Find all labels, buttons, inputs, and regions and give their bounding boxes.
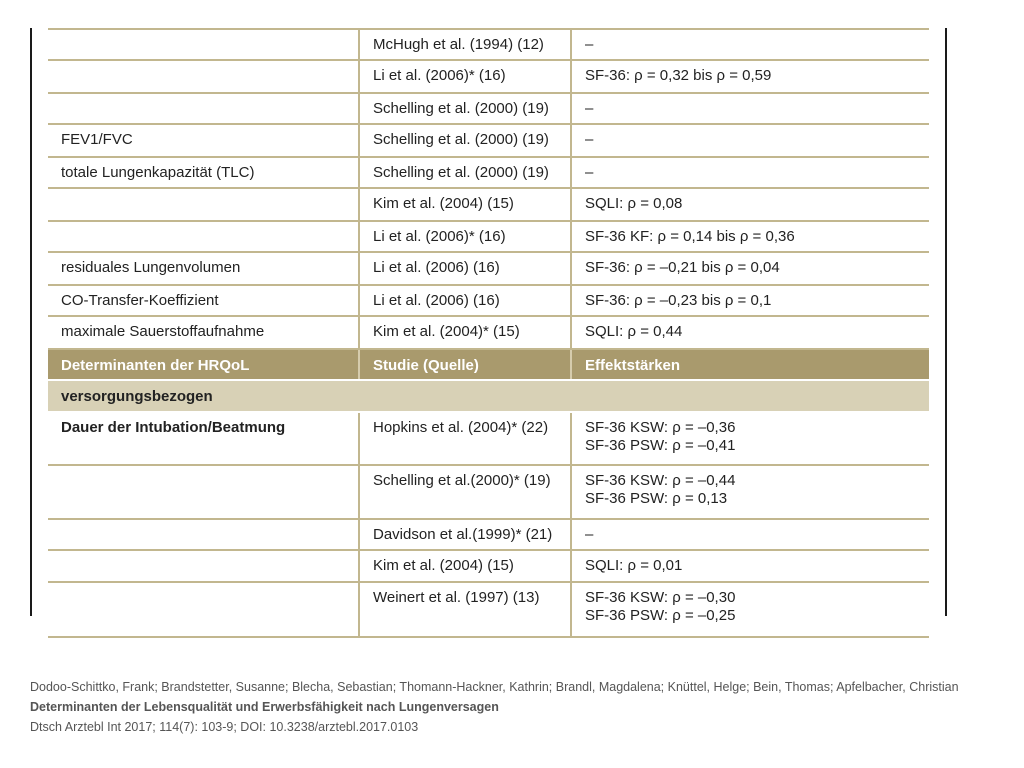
effect-size-line: SF-36 PSW: ρ = –0,25 — [585, 607, 736, 624]
study-cell: Schelling et al. (2000) (19) — [358, 94, 584, 123]
determinant-cell: totale Lungenkapazität (TLC) — [61, 164, 255, 181]
citation-authors: Dodoo-Schittko, Frank; Brandstetter, Susanne; Blecha, Sebastian; Thomann-Hackner, Kathrin; Brandl, Magdalena; Knüttel, Helge; Bein, Thomas; Apfelbacher, Christian — [30, 680, 959, 694]
header-determinants: Determinanten der HRQoL — [61, 357, 250, 374]
study-cell: Li et al. (2006)* (16) — [358, 222, 584, 251]
determinant-cell — [61, 94, 361, 123]
effect-size-cell — [570, 189, 944, 220]
determinant-cell: maximale Sauerstoffaufnahme — [61, 323, 265, 340]
effect-size-line: SF-36 KSW: ρ = –0,36 — [585, 419, 736, 436]
effect-size-cell — [570, 61, 944, 92]
header-effect-sizes: Effektstärken — [570, 350, 944, 379]
section-label: versorgungsbezogen — [61, 388, 213, 405]
effect-size-cell — [570, 222, 944, 251]
effect-size-line: – — [585, 164, 594, 181]
header-study: Studie (Quelle) — [358, 350, 584, 379]
table-row — [48, 413, 929, 466]
table-row — [48, 28, 929, 61]
table-row — [48, 520, 929, 551]
table-header-row — [48, 350, 929, 381]
table-row — [48, 94, 929, 125]
effect-size-line: SF-36 PSW: ρ = –0,41 — [585, 437, 736, 454]
determinant-cell — [61, 189, 361, 220]
effect-size-cell — [570, 317, 944, 348]
effect-size-cell — [570, 94, 944, 123]
study-cell: Kim et al. (2004) (15) — [358, 551, 584, 581]
effect-size-line: SF-36 KF: ρ = 0,14 bis ρ = 0,36 — [585, 228, 795, 245]
effect-size-line: SF-36 PSW: ρ = 0,13 — [585, 490, 728, 507]
study-cell: Schelling et al.(2000)* (19) — [358, 466, 584, 518]
determinant-cell — [61, 583, 361, 636]
table-frame-right — [945, 28, 947, 616]
citation-journal: Dtsch Arztebl Int 2017; 114(7): 103-9; DOI: 10.3238/arztebl.2017.0103 — [30, 720, 419, 734]
effect-size-line: SF-36: ρ = –0,21 bis ρ = 0,04 — [585, 259, 780, 276]
table-frame-left — [30, 28, 32, 616]
table-row — [48, 286, 929, 317]
effect-size-cell — [570, 520, 944, 549]
study-cell: McHugh et al. (1994) (12) — [358, 30, 584, 59]
determinant-cell — [61, 520, 361, 549]
study-cell: Schelling et al. (2000) (19) — [358, 158, 584, 187]
determinant-cell — [61, 30, 361, 59]
effect-size-cell — [570, 125, 944, 156]
effect-size-line: SQLI: ρ = 0,01 — [585, 557, 683, 574]
effect-size-line: SF-36 KSW: ρ = –0,30 — [585, 589, 736, 606]
effect-size-line: – — [585, 100, 594, 117]
determinants-table — [48, 28, 929, 638]
effect-size-cell — [570, 253, 944, 284]
effect-size-cell — [570, 583, 944, 636]
effect-size-line: – — [585, 36, 594, 53]
effect-size-cell — [570, 30, 944, 59]
effect-size-line: – — [585, 131, 594, 148]
study-cell: Kim et al. (2004)* (15) — [358, 317, 584, 348]
determinant-cell: Dauer der Intubation/Beatmung — [61, 419, 286, 436]
study-cell: Li et al. (2006)* (16) — [358, 61, 584, 92]
table-row — [48, 583, 929, 638]
study-cell: Li et al. (2006) (16) — [358, 286, 584, 315]
study-cell: Li et al. (2006) (16) — [358, 253, 584, 284]
effect-size-line: SF-36: ρ = 0,32 bis ρ = 0,59 — [585, 67, 772, 84]
study-cell: Schelling et al. (2000) (19) — [358, 125, 584, 156]
study-cell: Hopkins et al. (2004)* (22) — [358, 413, 584, 464]
effect-size-cell — [570, 286, 944, 315]
table-row — [48, 222, 929, 253]
table-row — [48, 466, 929, 520]
effect-size-cell — [570, 551, 944, 581]
effect-size-cell — [570, 466, 944, 518]
table-row — [48, 125, 929, 158]
determinant-cell — [61, 222, 361, 251]
determinant-cell: CO-Transfer-Koeffizient — [61, 292, 219, 309]
table-row — [48, 61, 929, 94]
effect-size-line: SQLI: ρ = 0,44 — [585, 323, 683, 340]
effect-size-line: SF-36: ρ = –0,23 bis ρ = 0,1 — [585, 292, 772, 309]
study-cell: Weinert et al. (1997) (13) — [358, 583, 584, 636]
determinant-cell: FEV1/FVC — [61, 131, 133, 148]
effect-size-line: SF-36 KSW: ρ = –0,44 — [585, 472, 736, 489]
table-row — [48, 551, 929, 583]
effect-size-cell — [570, 158, 944, 187]
study-cell: Davidson et al.(1999)* (21) — [358, 520, 584, 549]
table-row — [48, 317, 929, 350]
determinant-cell: residuales Lungenvolumen — [61, 259, 241, 276]
citation-title: Determinanten der Lebensqualität und Erwerbsfähigkeit nach Lungenversagen — [30, 700, 499, 714]
study-cell: Kim et al. (2004) (15) — [358, 189, 584, 220]
effect-size-line: – — [585, 526, 594, 543]
effect-size-cell — [570, 413, 944, 464]
determinant-cell — [61, 61, 361, 92]
table-row — [48, 158, 929, 189]
effect-size-line: SQLI: ρ = 0,08 — [585, 195, 683, 212]
determinant-cell — [61, 466, 361, 518]
section-row — [48, 381, 929, 413]
table-row — [48, 189, 929, 222]
table-row — [48, 253, 929, 286]
determinant-cell — [61, 551, 361, 581]
